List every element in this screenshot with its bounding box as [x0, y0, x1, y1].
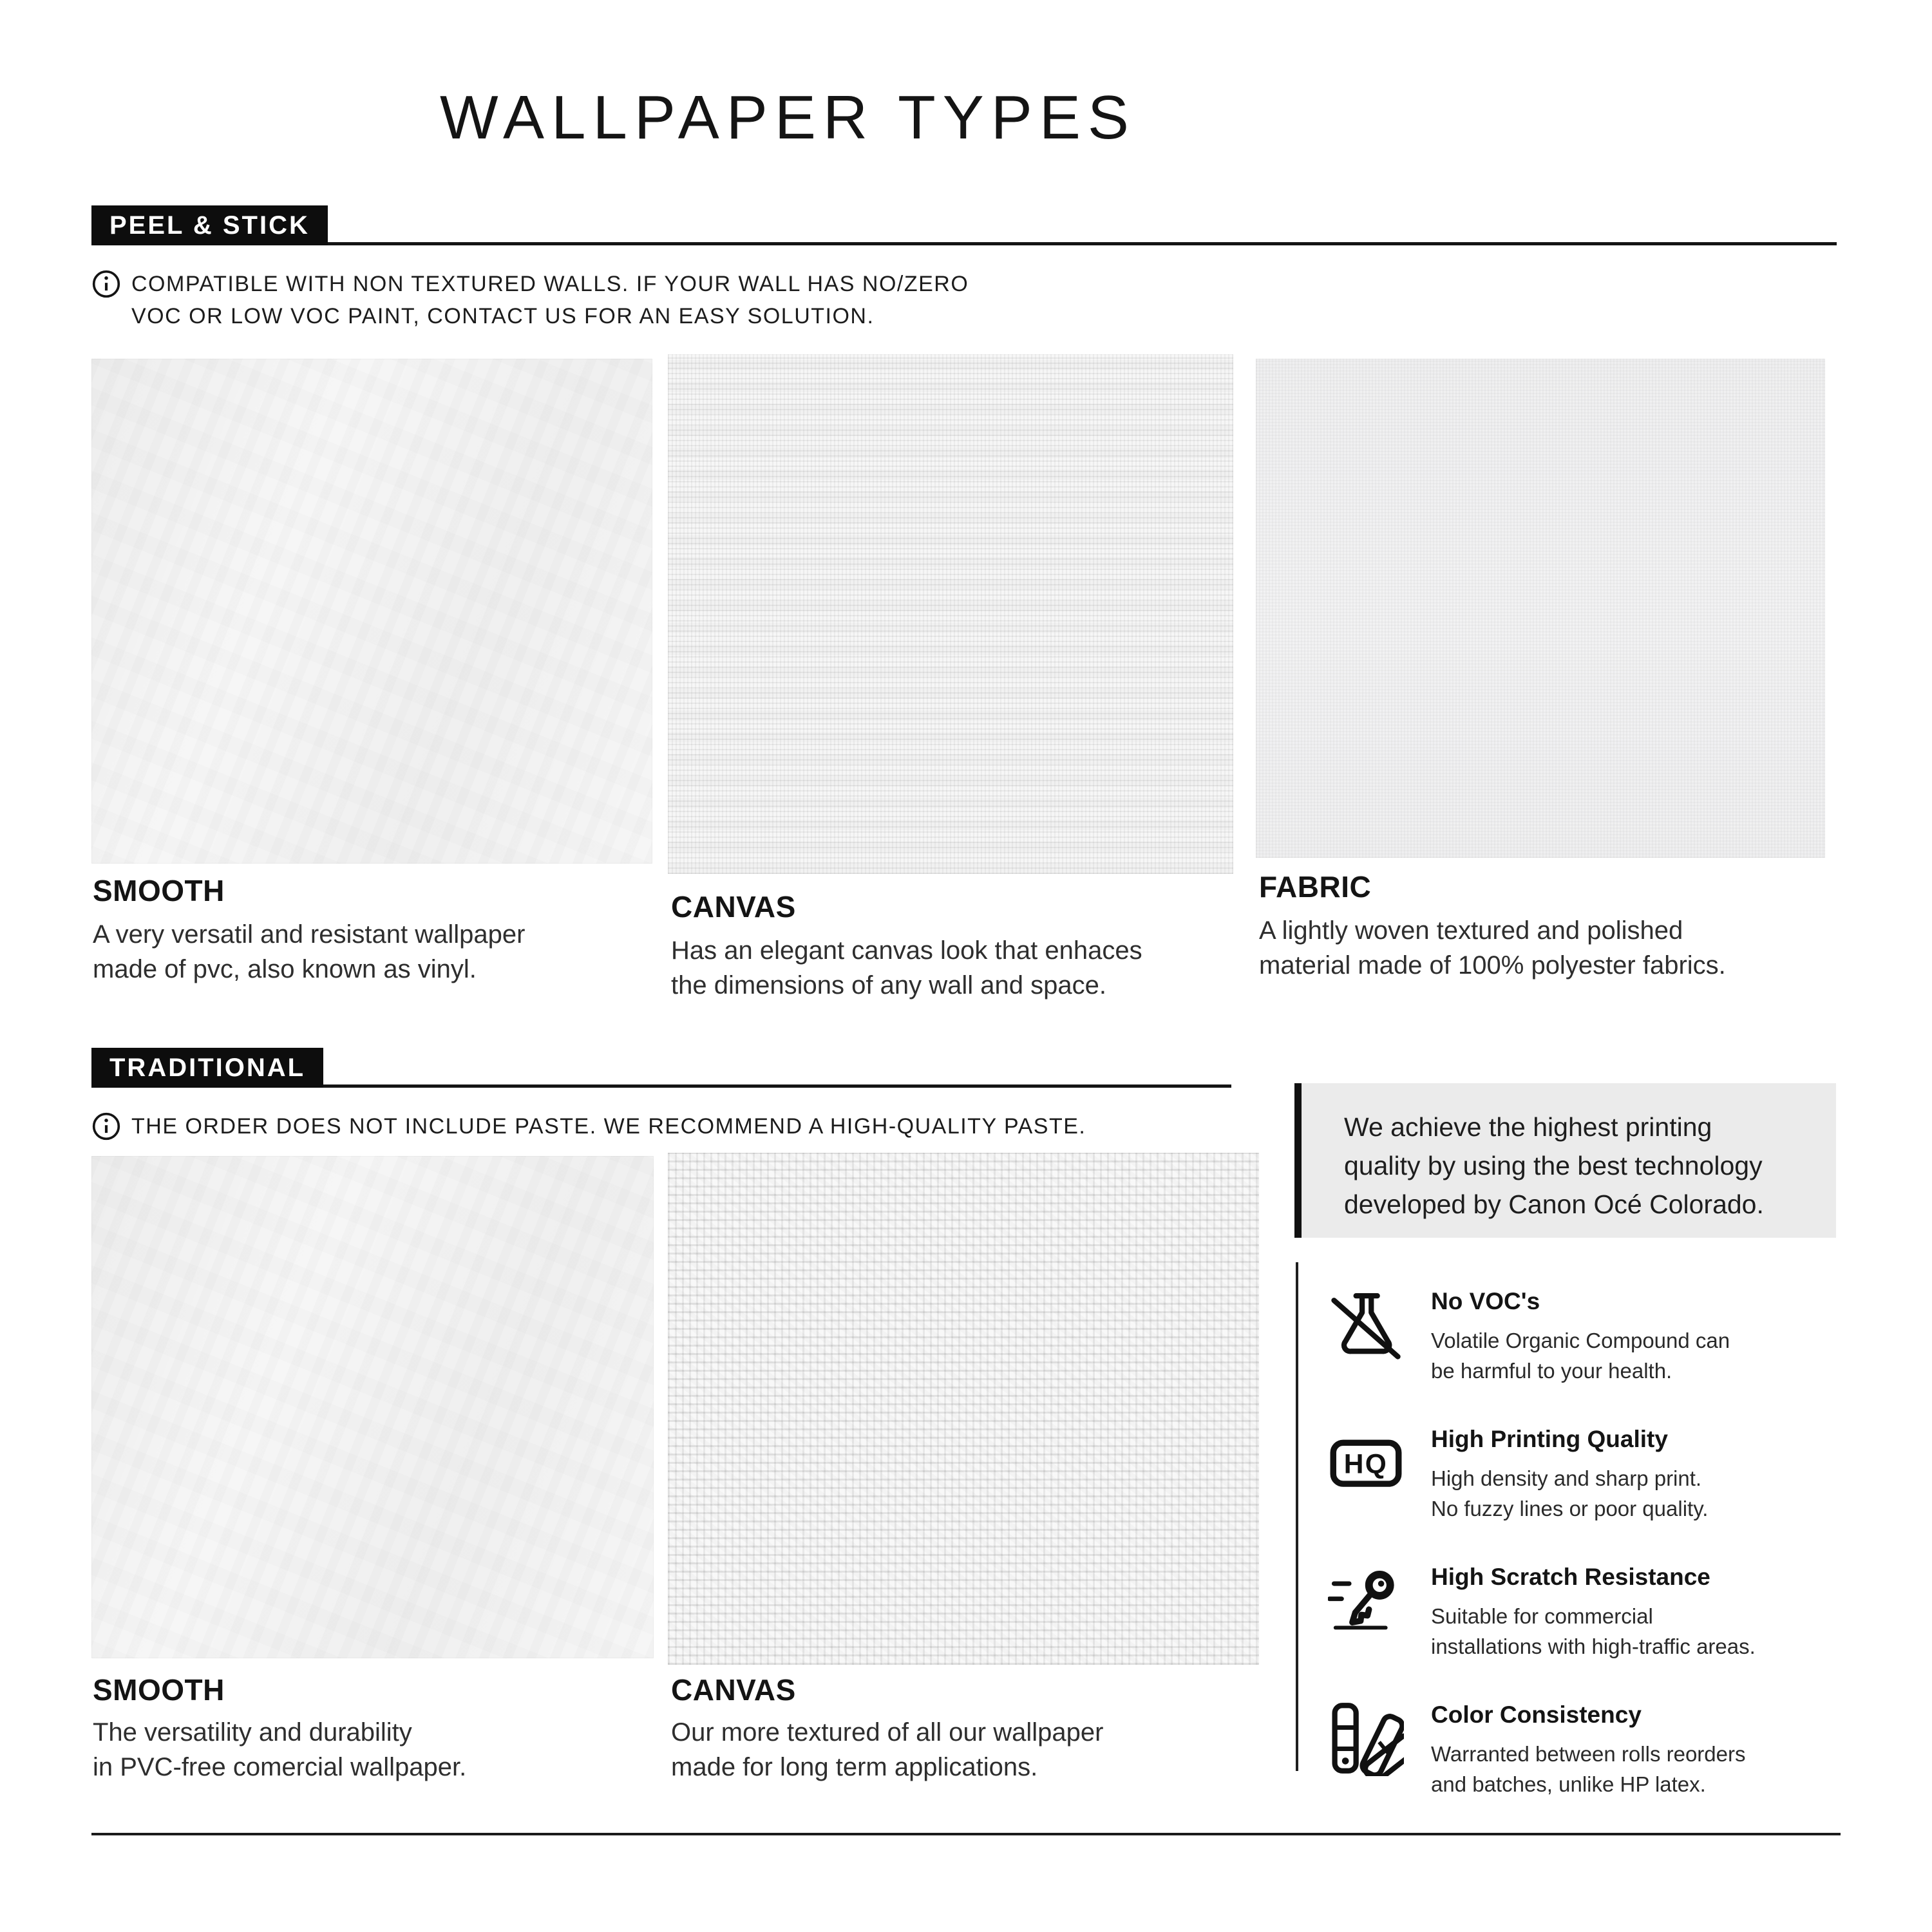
desc-line: material made of 100% polyester fabrics. [1259, 951, 1726, 980]
features-divider-line [1296, 1262, 1298, 1771]
note-line: COMPATIBLE WITH NON TEXTURED WALLS. IF YOUR WALL HAS NO/ZERO [131, 272, 969, 296]
scratch-resistance-key-icon [1328, 1562, 1404, 1638]
note-line: THE ORDER DOES NOT INCLUDE PASTE. WE RECOMMEND A HIGH-QUALITY PASTE. [131, 1114, 1086, 1139]
highlight-box [1302, 1083, 1836, 1238]
traditional-note-text [131, 1110, 1086, 1142]
highlight-line: quality by using the best technology [1344, 1151, 1763, 1180]
high-printing-quality-icon [1328, 1425, 1404, 1501]
smooth-swatch [91, 1156, 654, 1658]
feature-desc-color-consistency [1431, 1739, 1746, 1799]
feature-desc-no-vocs [1431, 1325, 1730, 1386]
fabric-swatch [1256, 359, 1825, 858]
smooth-vinyl-swatch [91, 359, 652, 864]
feature-desc-line: Volatile Organic Compound can [1431, 1329, 1730, 1352]
feature-desc-line: No fuzzy lines or poor quality. [1431, 1497, 1709, 1520]
traditional-type-name-smooth: SMOOTH [93, 1673, 225, 1707]
rough-canvas-swatch [668, 1153, 1259, 1665]
footer-rule [91, 1833, 1841, 1835]
traditional-section-label: TRADITIONAL [91, 1048, 323, 1088]
feature-title-color-consistency: Color Consistency [1431, 1701, 1642, 1728]
desc-line: Our more textured of all our wallpaper [671, 1718, 1104, 1747]
traditional-note [91, 1110, 1086, 1142]
hq-icon-text: HQ [1343, 1449, 1388, 1480]
peel-stick-header-rule [91, 242, 1837, 245]
feature-desc-line: installations with high-traffic areas. [1431, 1634, 1756, 1658]
desc-line: in PVC-free comercial wallpaper. [93, 1753, 467, 1781]
desc-line: made of pvc, also known as vinyl. [93, 955, 477, 983]
desc-line: Has an elegant canvas look that enhaces [671, 936, 1142, 965]
peel-stick-type-name-smooth: SMOOTH [93, 874, 225, 907]
traditional-type-desc-smooth [93, 1715, 466, 1785]
page-title: WALLPAPER TYPES [440, 83, 1136, 152]
feature-desc-high-printing-quality [1431, 1463, 1708, 1524]
traditional-type-name-canvas: CANVAS [671, 1673, 796, 1707]
peel-stick-type-desc-canvas [671, 933, 1142, 1003]
highlight-line: developed by Canon Océ Colorado. [1344, 1189, 1764, 1219]
desc-line: the dimensions of any wall and space. [671, 971, 1106, 999]
feature-desc-line: be harmful to your health. [1431, 1359, 1672, 1383]
desc-line: The versatility and durability [93, 1718, 412, 1747]
peel-stick-type-name-canvas: CANVAS [671, 890, 796, 923]
highlight-text [1302, 1083, 1836, 1224]
feature-desc-line: Suitable for commercial [1431, 1604, 1653, 1628]
highlight-accent-bar [1294, 1083, 1302, 1238]
info-icon [91, 1112, 121, 1141]
feature-desc-line: High density and sharp print. [1431, 1466, 1702, 1490]
peel-stick-type-name-fabric: FABRIC [1259, 870, 1372, 904]
desc-line: A lightly woven textured and polished [1259, 916, 1683, 945]
no-voc-flask-icon [1328, 1287, 1404, 1363]
feature-title-high-scratch-resistance: High Scratch Resistance [1431, 1564, 1710, 1590]
feature-title-no-vocs: No VOC's [1431, 1288, 1540, 1314]
highlight-line: We achieve the highest printing [1344, 1112, 1712, 1142]
info-icon [91, 269, 121, 299]
peel-stick-note [91, 268, 969, 332]
traditional-type-desc-canvas [671, 1715, 1103, 1785]
feature-desc-line: Warranted between rolls reorders [1431, 1742, 1746, 1766]
color-swatchbook-icon [1328, 1700, 1404, 1776]
feature-desc-line: and batches, unlike HP latex. [1431, 1772, 1706, 1796]
peel-stick-section-label: PEEL & STICK [91, 205, 328, 245]
peel-stick-type-desc-fabric [1259, 913, 1726, 983]
peel-stick-type-desc-smooth [93, 917, 525, 987]
desc-line: A very versatil and resistant wallpaper [93, 920, 526, 949]
note-line: VOC OR LOW VOC PAINT, CONTACT US FOR AN EASY SOLUTION. [131, 304, 875, 328]
peel-stick-note-text [131, 268, 969, 332]
feature-desc-high-scratch-resistance [1431, 1601, 1756, 1662]
feature-title-high-printing-quality: High Printing Quality [1431, 1426, 1668, 1452]
desc-line: made for long term applications. [671, 1753, 1038, 1781]
canvas-swatch [668, 354, 1233, 874]
